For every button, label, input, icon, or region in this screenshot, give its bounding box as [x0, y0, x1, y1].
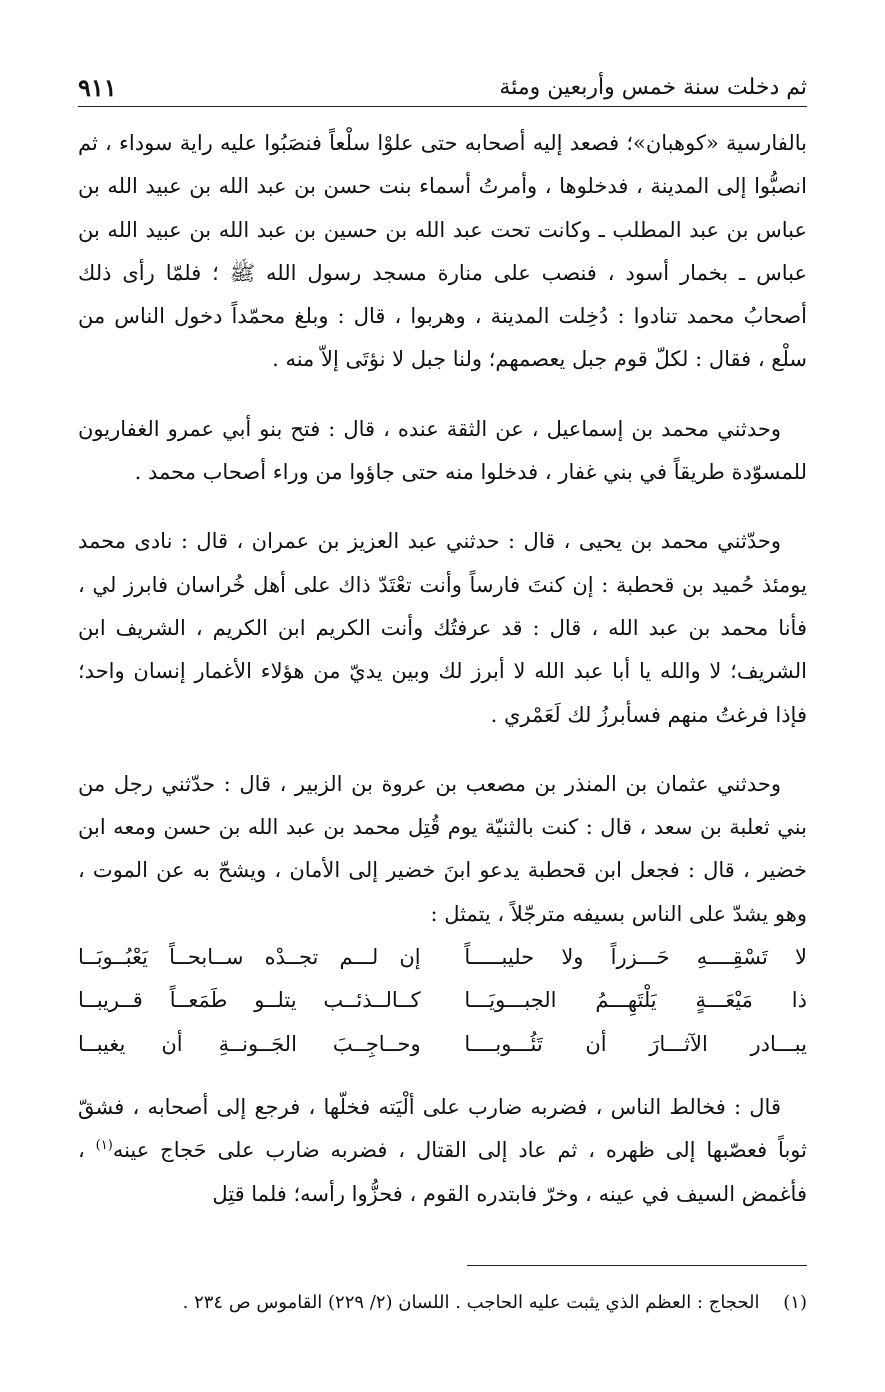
- verse-line: [78, 936, 807, 979]
- verse-first-hemistich: لا تَسْقِــــهِ حَـــزراً ولا حليبـــــاً: [464, 945, 807, 970]
- page-number: ٩١١: [78, 73, 117, 102]
- footnote-text: الحجاج : العظم الذي يثبت عليه الحاجب . اللسان (٢/ ٢٢٩) القاموس ص ٢٣٤ .: [182, 1292, 760, 1313]
- footnote-reference[interactable]: (١): [95, 1138, 113, 1154]
- text-line: فابرز لي ، فأنا محمد بن عبد الله ، قال : قد عرفتُك وأنت الكريم ابن الكريم ،: [78, 572, 807, 640]
- verse-line: [78, 1023, 807, 1066]
- text-line: عن الموت ، وهو يشدّ على الناس بسيفه مترجّلاً ، يتمثل :: [78, 858, 807, 926]
- header-title: ثم دخلت سنة خمس وأربعين ومئة: [499, 75, 807, 100]
- text-line-end: ، فأغمض السيف في عينه ، وخرّ فابتدره القوم ، فحزُّوا رأسه؛ فلما قتِل: [78, 1138, 807, 1206]
- text-line-start: عينه: [112, 1138, 150, 1163]
- text-line: رسول الله ﷺ ؛ فلمّا رأى ذلك أصحابُ محمد تنادوا : دُخِلت المدينة ، وهربوا ،: [78, 260, 807, 329]
- text-line: قال : وبلغ محمّداً دخول الناس من سلْع ، فقال : لكلّ قوم جبل يعصمهم؛ ولنا: [78, 304, 807, 372]
- header-divider: [78, 106, 807, 107]
- text-line: وحدثني محمد بن إسماعيل ، عن الثقة عنده ، قال : فتح بنو أبي عمرو: [167, 416, 781, 441]
- text-line: أصحاب محمد .: [134, 460, 267, 485]
- text-line: عبد الله بن عبيد الله بن عباس بن عبد المطلب ـ وكانت تحت عبد الله بن: [78, 174, 807, 242]
- poem-verses: [78, 936, 807, 1066]
- verse-second-hemistich: إن لـــم تجــدْه ســابحــاً يَعْبُــوبَــا: [78, 945, 421, 970]
- paragraph-5: [78, 1086, 807, 1216]
- footnote-divider: [467, 1265, 807, 1266]
- text-line: ومعه ابن خضير ، قال : فجعل ابن قحطبة يدعو ابنَ خضير إلى الأمان ، ويشحّ به: [78, 815, 807, 883]
- verse-line: [78, 979, 807, 1022]
- paragraph-4: [78, 763, 807, 936]
- paragraph-2: [78, 408, 807, 495]
- text-line: جبل لا نؤتَى إلاّ منه .: [272, 347, 447, 372]
- verse-first-hemistich: ذا مَيْعَـــةٍ يَلْتَهِـــمُ الجبـــويَـــا: [464, 988, 807, 1013]
- text-line: بالفارسية «كوهبان»؛ فصعد إليه أصحابه حتى علوْا سلْعاً فنصَبُوا عليه راية: [179, 131, 807, 155]
- text-line: الأغمار إنسان واحد؛ فإذا فرغتُ منهم فسأبرزُ لك لَعَمْري .: [78, 659, 807, 727]
- text-line: من بني ثعلبة بن سعد ، قال : كنت بالثنيّة يوم قُتِل محمد بن عبد الله بن حسن: [78, 771, 807, 840]
- main-text: [78, 122, 807, 1216]
- text-line: الشريف ابن الشريف؛ لا والله يا أبا عبد الله لا أبرز لك وبين يديّ من هؤلاء: [78, 615, 807, 684]
- footnote-number: (١): [783, 1292, 807, 1313]
- text-line: قال : فخالط الناس ، فضربه ضارب على ألْيَته فخلّها ، فرجع إلى أصحابه ،: [132, 1094, 781, 1119]
- verse-second-hemistich: كــالــذئــب يتلــو طَمَعــاً قــريبــا: [78, 988, 421, 1013]
- text-line: الغفاريون للمسوّدة طريقاً في بني غفار ، فدخلوا منه حتى جاؤوا من وراء: [78, 416, 807, 485]
- text-line: وحدثني عثمان بن المنذر بن مصعب بن عروة بن الزبير ، قال : حدّثني رجل: [113, 771, 781, 796]
- text-line: وحدّثني محمد بن يحيى ، قال : حدثني عبد العزيز بن عمران ، قال : نادى: [134, 529, 781, 554]
- text-line: فشقّ ثوباً فعصّبها إلى ظهره ، ثم عاد إلى القتال ، فضربه ضارب على حَجاج: [78, 1094, 807, 1163]
- running-header: [78, 62, 807, 102]
- verse-first-hemistich: يبـــادر الآثـــارَ أن تَئُـــوبــــا: [464, 1031, 807, 1056]
- paragraph-3: [78, 520, 807, 736]
- verse-second-hemistich: وحــاجِــبَ الجَــونــةِ أن يغيبــا: [78, 1031, 421, 1056]
- footnote: [78, 1290, 807, 1316]
- text-line: محمد يومئذ حُميد بن قحطبة : إن كنتَ فارساً وأنت تعْتَدّ ذاك على أهل خُراسان: [78, 529, 808, 597]
- text-line: حسين بن عبد الله بن عبيد الله بن عباس ـ بخمار أسود ، فنصب على منارة مسجد: [78, 217, 808, 285]
- paragraph-1: [78, 122, 807, 382]
- text-line: سوداء ، ثم انصبُّوا إلى المدينة ، فدخلوها ، وأمرتُ أسماء بنت حسن بن: [78, 131, 807, 199]
